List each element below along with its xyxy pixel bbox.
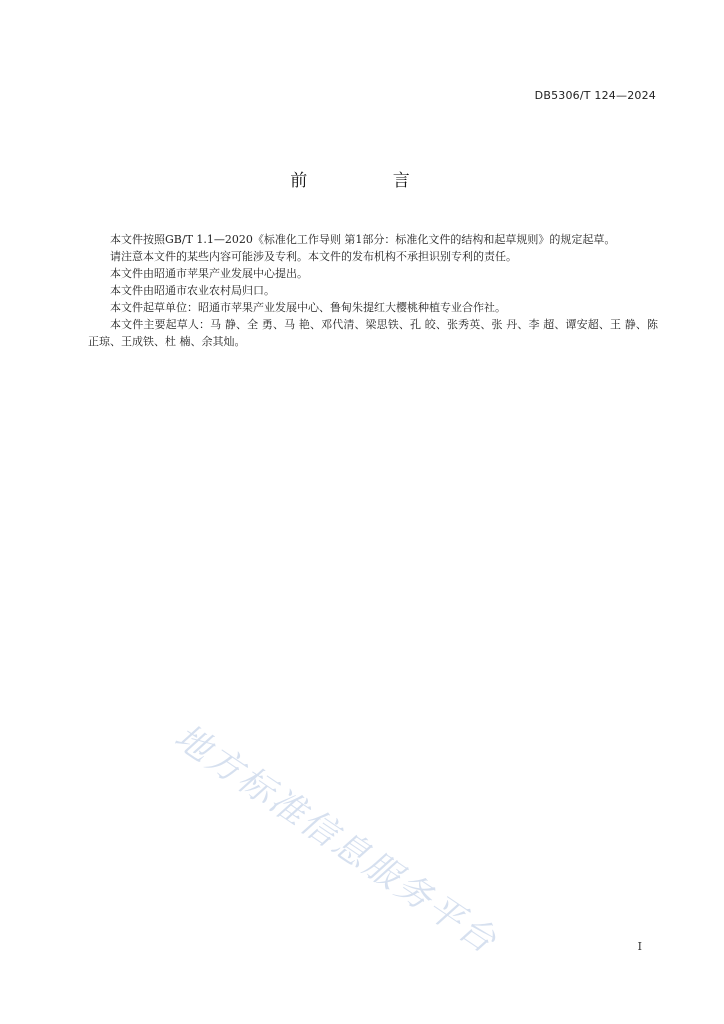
watermark-text: 地方标准信息服务平台 bbox=[167, 716, 505, 963]
page-number: I bbox=[637, 940, 642, 953]
section-title: 前 言 bbox=[290, 171, 450, 191]
paragraph-drafting-units: 本文件起草单位：昭通市苹果产业发展中心、鲁甸朱提红大樱桃种植专业合作社。 bbox=[110, 301, 506, 314]
paragraph-administered-by: 本文件由昭通市农业农村局归口。 bbox=[110, 284, 275, 297]
document-code: DB5306/T 124—2024 bbox=[534, 89, 656, 102]
foreword-body bbox=[88, 231, 658, 350]
paragraph-proposed-by: 本文件由昭通市苹果产业发展中心提出。 bbox=[110, 267, 308, 280]
paragraph-drafters: 本文件主要起草人：马 静、全 勇、马 艳、邓代清、梁思铁、孔 皎、张秀英、张 丹、李 超、谭安超、王 静、陈正琼、王成铁、杜 楠、余其灿。 bbox=[88, 318, 658, 348]
paragraph-drafting-rules: 本文件按照GB/T 1.1—2020《标准化工作导则 第1部分：标准化文件的结构和起草规则》的规定起草。 bbox=[110, 233, 616, 246]
paragraph-patent-notice: 请注意本文件的某些内容可能涉及专利。本文件的发布机构不承担识别专利的责任。 bbox=[110, 250, 517, 263]
